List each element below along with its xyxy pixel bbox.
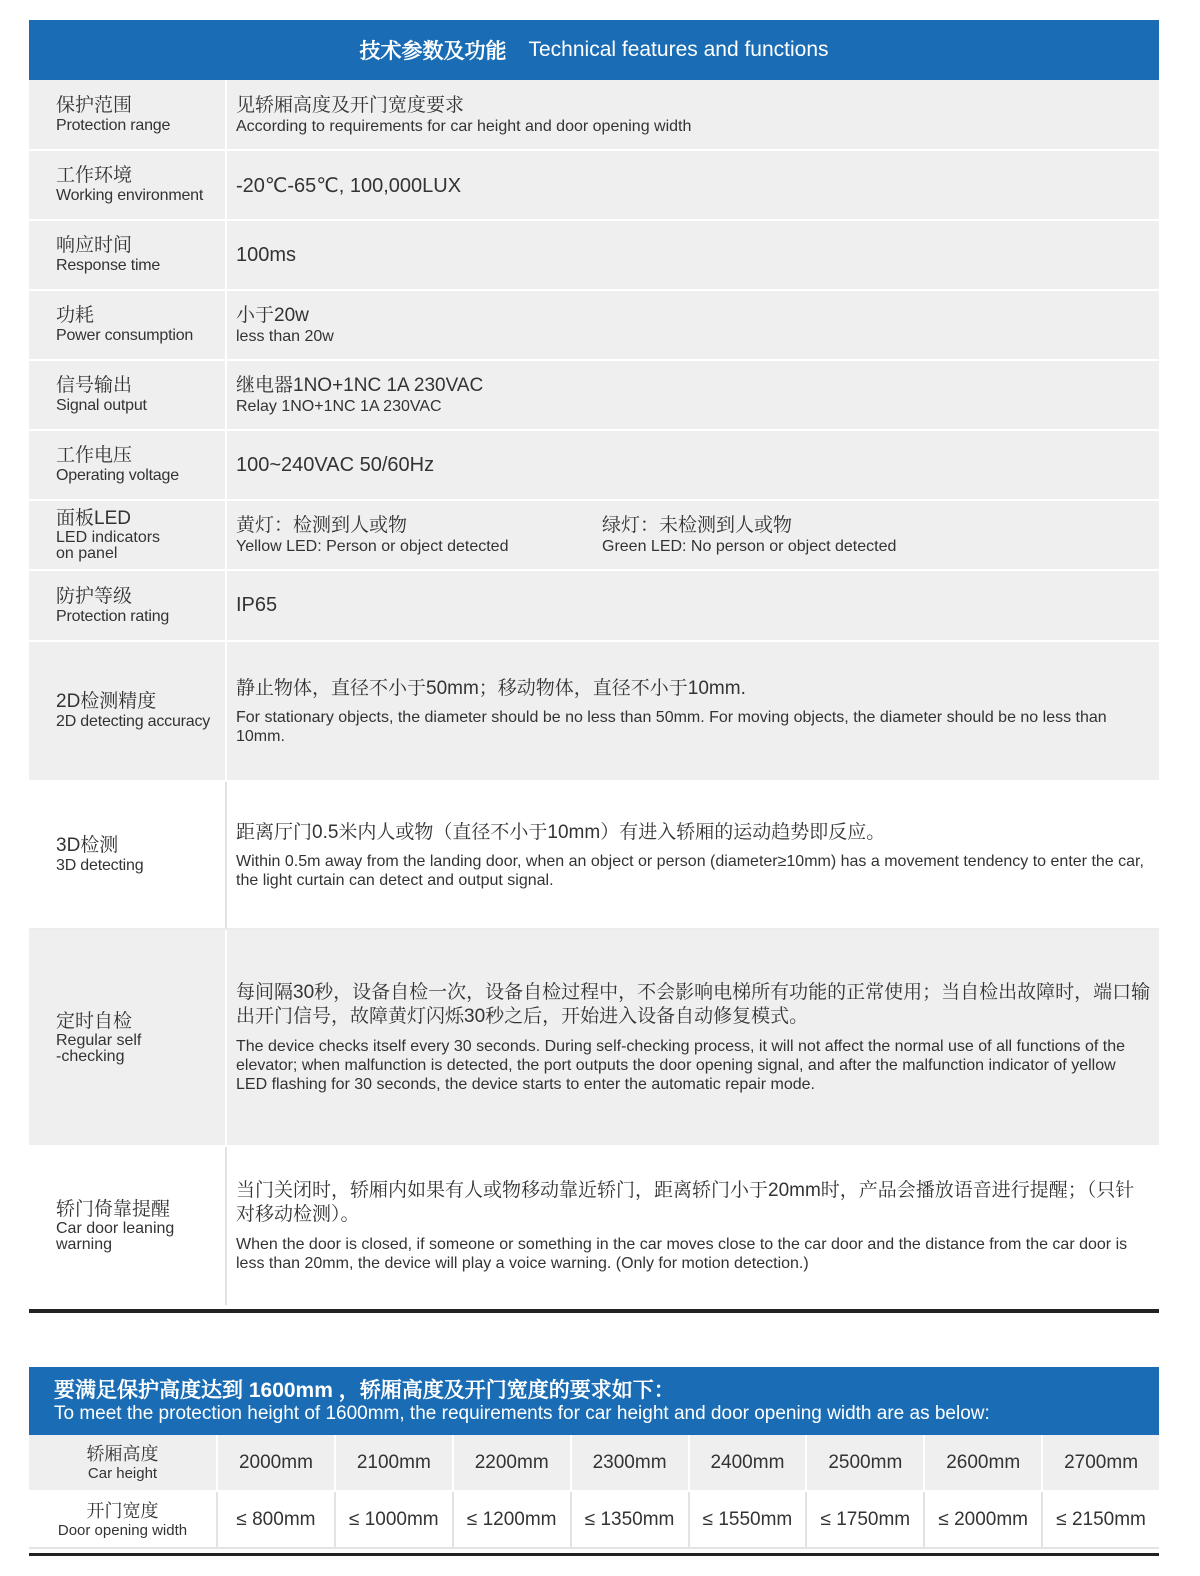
- car-height-cell: 2200mm: [454, 1435, 572, 1490]
- car-height-cell: 2600mm: [925, 1435, 1043, 1490]
- spec-row-signal-output: [29, 361, 1159, 431]
- label-zh: 功耗: [56, 305, 95, 326]
- label-en-line1: Car door leaning: [56, 1220, 175, 1237]
- car-height-label-zh: 轿厢高度: [86, 1443, 159, 1464]
- spec-row-protection-rating: [29, 571, 1159, 642]
- door-width-cell: ≤ 1550mm: [690, 1492, 808, 1547]
- label-en: Protection range: [56, 116, 171, 134]
- car-height-row: [29, 1435, 1159, 1492]
- label-en: Response time: [56, 257, 161, 274]
- row-label: [29, 431, 227, 499]
- value-en: According to requirements for car height and door opening width: [236, 117, 692, 135]
- row-label: [29, 151, 227, 219]
- door-width-cell: ≤ 2000mm: [925, 1492, 1043, 1547]
- value-text: 100ms: [236, 243, 297, 266]
- spec-row-operating-voltage: [29, 431, 1159, 501]
- spec-row-car-door-warning: [29, 1147, 1159, 1305]
- requirements-title-zh: 要满足保护高度达到 1600mm ，轿厢高度及开门宽度的要求如下：: [54, 1378, 675, 1402]
- row-value: [227, 431, 1159, 499]
- row-label: [29, 291, 227, 359]
- row-value: [227, 291, 1159, 359]
- value-en: less than 20w: [236, 328, 334, 345]
- row-value: [227, 1147, 1159, 1305]
- door-width-label-zh: 开门宽度: [86, 1500, 159, 1521]
- green-led-desc: [602, 514, 968, 556]
- spec-row-led-indicators: [29, 501, 1159, 571]
- car-height-cell: 2500mm: [807, 1435, 925, 1490]
- door-width-cell: ≤ 800mm: [218, 1492, 336, 1547]
- row-label: [29, 1147, 227, 1305]
- value-zh: 静止物体，直径不小于50mm；移动物体，直径不小于10mm.: [236, 677, 746, 699]
- spec-header-title-zh: 技术参数及功能: [359, 40, 507, 63]
- label-zh: 轿门倚靠提醒: [56, 1199, 171, 1220]
- car-height-cell: 2000mm: [218, 1435, 336, 1490]
- green-led-en: Green LED: No person or object detected: [602, 538, 897, 555]
- door-width-cell: ≤ 1350mm: [572, 1492, 690, 1547]
- label-zh: 面板LED: [56, 508, 131, 529]
- spec-row-2d-accuracy: [29, 642, 1159, 782]
- value-zh: 每间隔30秒，设备自检一次，设备自检过程中，不会影响电梯所有功能的正常使用；当自检出故障时，端口输出开门信号，故障黄灯闪烁30秒之后，开始进入设备自动修复模式。: [236, 982, 1151, 1027]
- car-height-label-en: Car height: [87, 1464, 158, 1482]
- row-label: [29, 80, 227, 149]
- label-en-line1: Regular self: [56, 1031, 142, 1049]
- label-en-line1: LED indicators: [56, 529, 161, 546]
- row-label: [29, 501, 227, 569]
- row-value: [227, 361, 1159, 429]
- row-label: [29, 221, 227, 289]
- row-label: [29, 930, 227, 1145]
- label-en: Power consumption: [56, 327, 194, 344]
- spec-row-response-time: [29, 221, 1159, 291]
- spec-row-self-checking: [29, 930, 1159, 1147]
- label-en: Operating voltage: [56, 467, 179, 484]
- label-en-line2: -checking: [56, 1047, 125, 1065]
- led-columns: [236, 514, 1151, 556]
- value-text: 100~240VAC 50/60Hz: [236, 453, 435, 476]
- value-zh: 见轿厢高度及开门宽度要求: [236, 94, 465, 116]
- section-divider: [29, 1309, 1159, 1313]
- value-zh: 小于20w: [236, 305, 309, 326]
- spec-row-protection-range: [29, 80, 1159, 151]
- spec-row-3d-detecting: [29, 782, 1159, 930]
- label-en: 2D detecting accuracy: [56, 713, 211, 730]
- yellow-led-en: Yellow LED: Person or object detected: [236, 538, 509, 555]
- row-value: [227, 571, 1159, 640]
- car-height-cell: 2300mm: [572, 1435, 690, 1490]
- requirements-table: [29, 1367, 1159, 1549]
- value-en: When the door is closed, if someone or something in the car moves close to the car door and the distance from the car door is less than 20mm, the device will play a voice warning. (Only for motion detection.): [236, 1236, 1128, 1272]
- label-zh: 2D检测精度: [56, 691, 157, 712]
- label-en-line2: on panel: [56, 545, 118, 562]
- label-en: Working environment: [56, 187, 204, 204]
- bottom-rule: [29, 1553, 1159, 1556]
- door-width-cell: ≤ 2150mm: [1056, 1508, 1146, 1530]
- spec-header: [29, 20, 1159, 80]
- value-en: Relay 1NO+1NC 1A 230VAC: [236, 398, 442, 415]
- value-en: For stationary objects, the diameter should be no less than 50mm. For moving objects, the diameter should be no less than 10mm.: [236, 708, 1107, 745]
- label-zh: 工作电压: [56, 445, 133, 466]
- label-zh: 响应时间: [56, 235, 133, 256]
- spec-row-working-environment: [29, 151, 1159, 221]
- door-width-cell: ≤ 1000mm: [336, 1492, 454, 1547]
- spec-header-title-en: Technical features and functions: [528, 38, 829, 61]
- row-value: [227, 930, 1159, 1145]
- door-width-cell: ≤ 1750mm: [807, 1492, 925, 1547]
- label-en: Protection rating: [56, 607, 170, 625]
- value-zh: 当门关闭时，轿厢内如果有人或物移动靠近轿门，距离轿门小于20mm时，产品会播放语音进行提醒；（只针对移动检测）。: [236, 1180, 1135, 1225]
- car-height-label: [29, 1435, 218, 1490]
- yellow-led-desc: [236, 514, 602, 556]
- value-en: Within 0.5m away from the landing door, when an object or person (diameter≥10mm) has a movement tendency to enter the car, the light curtain can detect and output signal.: [236, 852, 1144, 889]
- door-width-label: [29, 1492, 218, 1547]
- value-text: IP65: [236, 594, 278, 616]
- row-label: [29, 571, 227, 640]
- car-height-cell: 2400mm: [690, 1435, 808, 1490]
- row-label: [29, 782, 227, 928]
- requirements-title-en: To meet the protection height of 1600mm, the requirements for car height and door opening width are as below:: [54, 1402, 990, 1424]
- row-value: [227, 782, 1159, 928]
- spec-table: [29, 20, 1159, 1305]
- requirements-header: [29, 1367, 1159, 1435]
- row-value: [227, 501, 1159, 569]
- row-value: [227, 80, 1159, 149]
- value-text: -20℃-65℃, 100,000LUX: [236, 174, 462, 197]
- label-zh: 信号输出: [56, 375, 133, 396]
- label-zh: 定时自检: [56, 1010, 133, 1032]
- label-en: 3D detecting: [56, 857, 144, 874]
- label-en: Signal output: [56, 397, 147, 414]
- row-label: [29, 642, 227, 780]
- row-value: [227, 642, 1159, 780]
- green-led-zh: 绿灯：未检测到人或物: [602, 515, 793, 536]
- door-width-label-en: Door opening width: [57, 1521, 188, 1539]
- spec-row-power-consumption: [29, 291, 1159, 361]
- value-en: The device checks itself every 30 seconds. During self-checking process, it will not affect the normal use of all functions of the elevator; when malfunction is detected, the port outputs the door opening signal, and after the malfunction indicator of yellow LED flashing for 30 seconds, the device starts to enter the automatic repair mode.: [236, 1038, 1126, 1093]
- door-width-cell: ≤ 1200mm: [454, 1492, 572, 1547]
- label-zh: 工作环境: [56, 165, 133, 186]
- label-zh: 3D检测: [56, 835, 119, 856]
- yellow-led-zh: 黄灯：检测到人或物: [236, 515, 408, 536]
- door-width-row: [29, 1492, 1159, 1549]
- row-value: [227, 221, 1159, 289]
- label-en-line2: warning: [56, 1236, 113, 1253]
- row-label: [29, 361, 227, 429]
- value-zh: 继电器1NO+1NC 1A 230VAC: [236, 375, 484, 396]
- car-height-cell: 2100mm: [336, 1435, 454, 1490]
- label-zh: 防护等级: [56, 585, 133, 607]
- row-value: [227, 151, 1159, 219]
- value-zh: 距离厅门0.5米内人或物（直径不小于10mm）有进入轿厢的运动趋势即反应。: [236, 821, 886, 843]
- label-zh: 保护范围: [56, 94, 133, 116]
- car-height-cell: 2700mm: [1064, 1451, 1139, 1473]
